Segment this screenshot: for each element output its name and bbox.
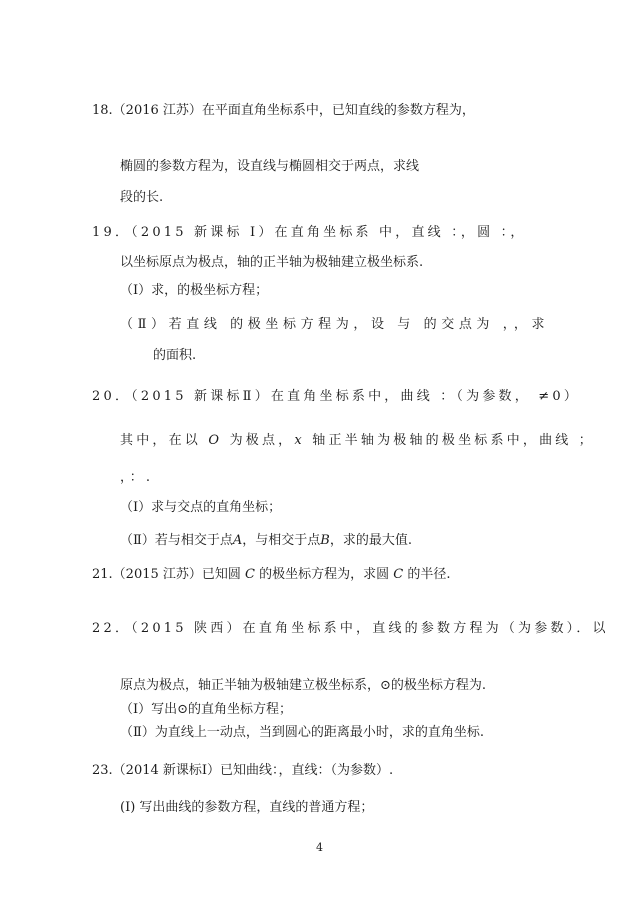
q21-line [92, 567, 451, 583]
q22-part1: （Ⅰ）写出⊙的直角坐标方程； [120, 702, 293, 717]
q19-part1: （Ⅰ）求，的极坐标方程； [120, 283, 269, 298]
q20-text-b: 为极点， [229, 433, 295, 448]
q21-circle-C1: C [245, 567, 255, 582]
q20-header: 20．（2015 新课标Ⅱ）在直角坐标系中，曲线 ：（为参数， ≠0） [92, 389, 581, 404]
q20-text-c: 轴正半轴为极轴的极坐标系中，曲线 ； [312, 433, 595, 448]
q20-body-line1 [120, 433, 595, 449]
q19-body-line1: 以坐标原点为极点，轴的正半轴为极轴建立极坐标系. [120, 255, 424, 270]
q19-header: 19．（2015 新课标 Ⅰ）在直角坐标系 中，直线 ：，圆 ：， [92, 225, 527, 240]
q23-part1: (Ⅰ) 写出曲线的参数方程，直线的普通方程； [120, 800, 374, 815]
q20-body-line2: ，：. [120, 470, 154, 485]
q21-text-c: 的半径. [407, 567, 451, 582]
q20-part2-text-a: （Ⅱ）若与相交于点 [120, 533, 233, 548]
q18-header: 18.（2016 江苏）在平面直角坐标系中，已知直线的参数方程为， [92, 103, 475, 118]
page-number: 4 [316, 841, 323, 854]
q19-part2-continuation: 的面积. [153, 348, 197, 363]
q20-part2-text-c: ，求的最大值. [329, 533, 412, 548]
q20-axis-x: x [294, 433, 305, 448]
q20-pole-O: O [208, 433, 223, 448]
q19-part2: （Ⅱ）若直线 的极坐标方程为，设 与 的交点为 ，，求 [120, 317, 550, 332]
q20-point-A: A [232, 533, 243, 548]
q21-circle-C2: C [393, 567, 404, 582]
q22-part2: （Ⅱ）为直线上一动点，当到圆心的距离最小时，求的直角坐标. [120, 725, 484, 740]
q18-body-line2: 段的长. [120, 190, 164, 205]
q20-text-a: 其中，在以 [120, 433, 202, 448]
q21-text-a: 21.（2015 江苏）已知圆 [92, 567, 241, 582]
q20-part2-text-b: ，与相交于点 [242, 533, 321, 548]
q20-part2 [120, 533, 412, 549]
q22-body-line1: 原点为极点，轴正半轴为极轴建立极坐标系，⊙的极坐标方程为. [120, 678, 487, 693]
q23-header: 23.（2014 新课标Ⅰ）已知曲线：，直线：（为参数）. [92, 763, 394, 778]
q20-point-B: B [320, 533, 330, 548]
q18-body-line1: 椭圆的参数方程为，设直线与椭圆相交于两点，求线 [120, 159, 420, 174]
q20-part1: （Ⅰ）求与交点的直角坐标； [120, 500, 282, 515]
q22-header: 22．（2015 陕西）在直角坐标系中，直线的参数方程为（为参数）．以 [92, 621, 609, 636]
q21-text-b: 的极坐标方程为，求圆 [259, 567, 390, 582]
